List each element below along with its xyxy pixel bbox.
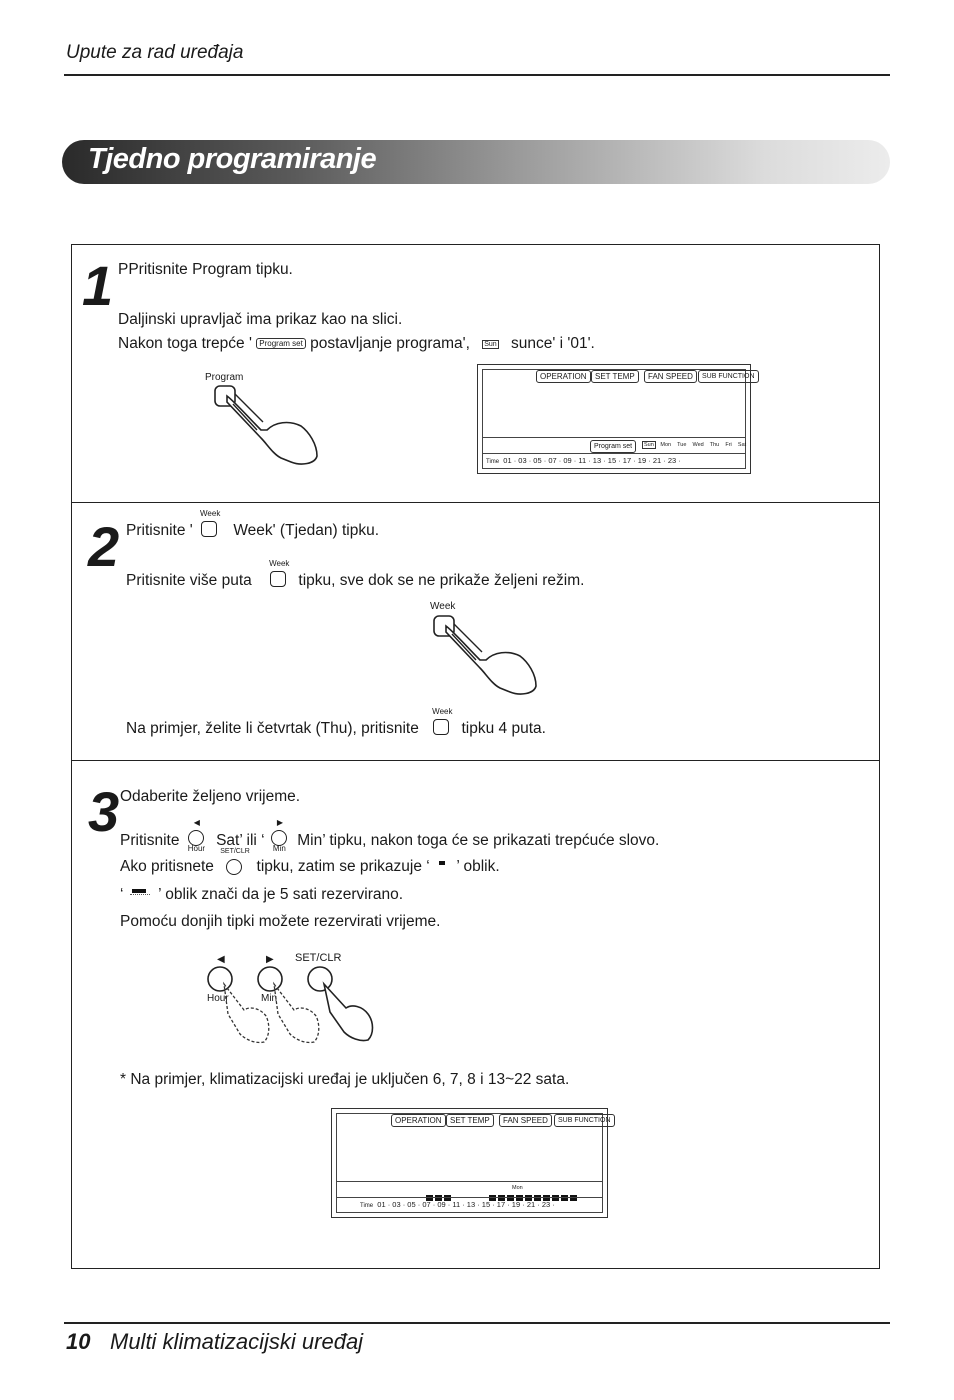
- hand-icon: [227, 396, 317, 464]
- program-button-label: Program: [205, 372, 244, 383]
- step-2-line-1: Pritisnite ' Week Week' (Tjedan) tipku.: [126, 509, 380, 539]
- reserved-mark-icon: [434, 861, 452, 871]
- hour-button-icon: [208, 967, 232, 991]
- week-key-icon: [201, 521, 217, 537]
- lcd-tag-fan-speed: FAN SPEED: [499, 1114, 552, 1127]
- step-3-line-4: ‘ ’ oblik znači da je 5 sati rezervirano.: [120, 886, 404, 903]
- step-3-line-1: Odaberite željeno vrijeme.: [120, 788, 301, 805]
- week-key-icon: [433, 719, 449, 735]
- week-button-press-illustration: [426, 610, 556, 700]
- week-key-icon: [270, 571, 286, 587]
- header-rule: [64, 74, 890, 76]
- step-1-line-3: Nakon toga trepće ' Program set postavljanje programa', Sun sunce' i '01'.: [118, 335, 595, 352]
- min-button-icon: [258, 967, 282, 991]
- lcd-tag-set-temp: SET TEMP: [446, 1114, 494, 1127]
- sun-indicator-icon: Sun: [484, 341, 497, 348]
- running-header: Upute za rad uređaja: [66, 42, 244, 63]
- step-2-line-2: Pritisnite više puta Week tipku, sve dok se ne prikaže željeni režim.: [126, 559, 585, 589]
- five-hours-mark-icon: [128, 889, 154, 899]
- hand-icon: [274, 984, 319, 1043]
- min-arrow-label: ▶: [266, 954, 274, 965]
- lcd-tag-fan-speed: FAN SPEED: [644, 370, 697, 383]
- step-2-number: 2: [88, 515, 120, 578]
- step-3-example: * Na primjer, klimatizacijski uređaj je uključen 6, 7, 8 i 13~22 sata.: [120, 1071, 570, 1088]
- hand-icon: [446, 626, 536, 694]
- step-1-number: 1: [82, 254, 114, 317]
- set-clr-button-icon: [308, 967, 332, 991]
- program-button-press-illustration: [205, 382, 335, 472]
- set-clr-label: SET/CLR: [295, 952, 342, 964]
- min-label: Min: [261, 993, 278, 1004]
- lcd-tag-set-temp: SET TEMP: [591, 370, 639, 383]
- lcd-tag-sub-function: SUB FUNCTION: [554, 1114, 615, 1127]
- step-3-number: 3: [88, 780, 120, 843]
- program-set-indicator-icon: Program set: [256, 338, 306, 349]
- step-3-line-5: Pomoću donjih tipki možete rezervirati vrijeme.: [120, 913, 441, 930]
- step-3-line-3: Ako pritisnete SET/CLR tipku, zatim se prikazuje ‘ ’ oblik.: [120, 848, 500, 875]
- hour-label: Hour: [207, 993, 229, 1004]
- hour-arrow-label: ◀: [217, 954, 225, 965]
- lcd-days-row: Sun Mon Tue Wed Thu Fri Sat: [644, 442, 747, 448]
- lcd-tag-operation: OPERATION: [536, 370, 591, 383]
- step-3-line-2: Pritisnite ◀ Hour Sat’ ili ‘ ▶ Min Min’ tipku, nakon toga će se prikazati trepćuće slovo.: [120, 818, 660, 853]
- lcd-tag-operation: OPERATION: [391, 1114, 446, 1127]
- lcd-display-step-1: [477, 364, 755, 474]
- footer-rule: [64, 1322, 890, 1324]
- page-number: 10: [66, 1329, 91, 1354]
- page-title: Tjedno programiranje: [88, 143, 377, 175]
- step-1-line-2: Daljinski upravljač ima prikaz kao na slici.: [118, 311, 403, 328]
- lcd-timeline: Time 01 · 03 · 05 · 07 · 09 · 11 · 13 · 15 · 17 · 19 · 21 · 23 ·: [482, 453, 746, 468]
- week-button-label: Week: [430, 601, 456, 612]
- hour-min-setclr-illustration: [200, 962, 390, 1048]
- step-1-line-1: PPritisnite Program tipku.: [118, 261, 293, 278]
- hand-icon: [224, 984, 269, 1043]
- step-1-box: [71, 244, 880, 503]
- step-2-line-3: Na primjer, želite li četvrtak (Thu), pritisnite Week tipku 4 puta.: [126, 707, 546, 737]
- hand-icon: [324, 984, 373, 1041]
- lcd-tag-sub-function: SUB FUNCTION: [698, 370, 759, 383]
- set-clr-key-icon: [226, 859, 242, 875]
- footer-title: Multi klimatizacijski uređaj: [110, 1329, 364, 1354]
- lcd-timeline: Time 01 · 03 · 05 · 07 · 09 · 11 · 13 · 15 · 17 · 19 · 21 · 23 ·: [336, 1197, 603, 1212]
- lcd-display-step-3: [331, 1108, 611, 1218]
- lcd-day-mon: Mon: [512, 1185, 523, 1191]
- lcd-program-set: Program set: [590, 440, 636, 453]
